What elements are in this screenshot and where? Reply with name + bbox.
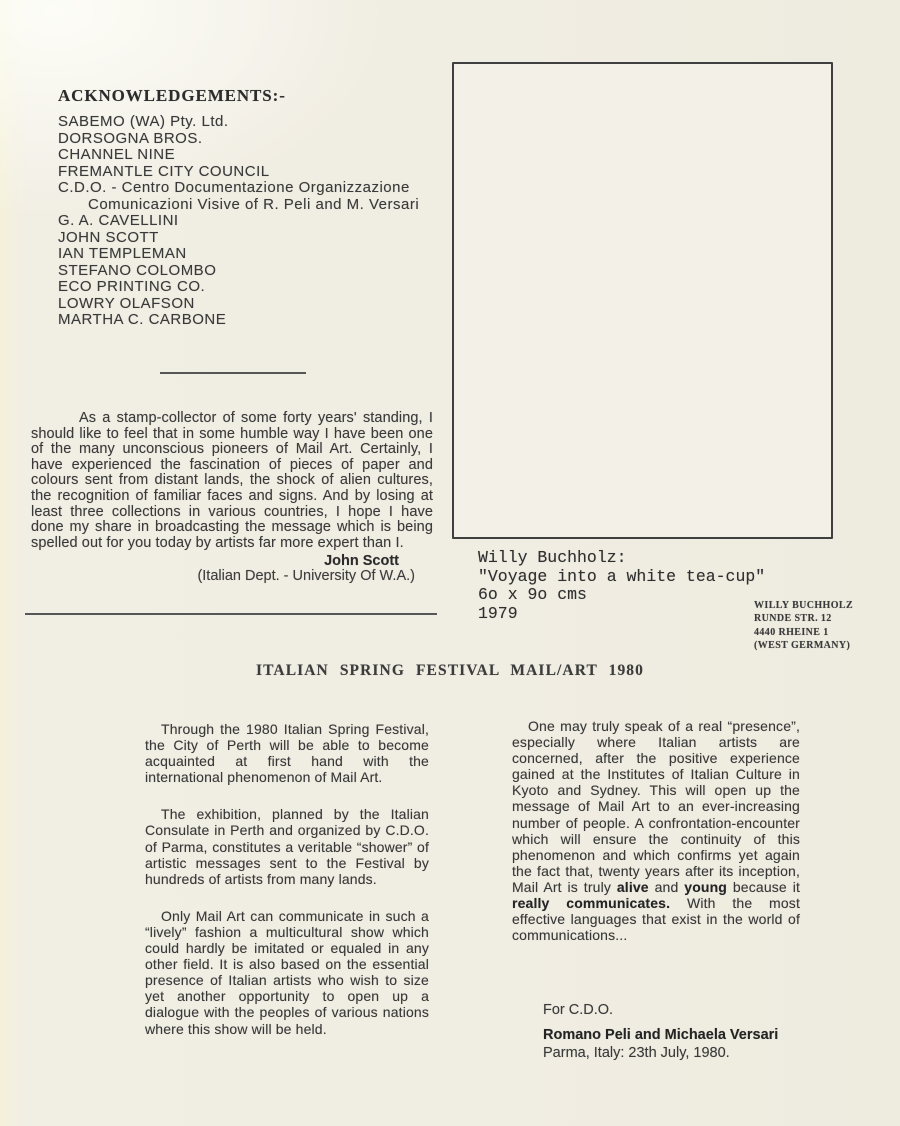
festival-left-column	[145, 721, 429, 1058]
acknowledgements-heading: ACKNOWLEDGEMENTS:-	[58, 86, 286, 105]
closing-signature-block	[543, 1002, 778, 1062]
caption-artist-line: Willy Buchholz:	[478, 548, 627, 567]
page-title: ITALIAN SPRING FESTIVAL MAIL/ART 1980	[255, 662, 644, 679]
acknowledgement-item: CHANNEL NINE	[58, 146, 176, 163]
festival-paragraph: The exhibition, planned by the Italian Consulate in Perth and organized by C.D.O. of Parma, constitutes a veritable “shower” of artistic messages sent to the Festival by hundreds of artists from many lands.	[145, 806, 429, 887]
caption-size-line: 6o x 9o cms	[478, 585, 587, 604]
address-country-line: (WEST GERMANY)	[754, 640, 851, 652]
acknowledgement-item: LOWRY OLAFSON	[58, 294, 195, 312]
paragraph-segment-bold: young	[684, 878, 728, 895]
paragraph-segment-bold: alive	[616, 878, 649, 895]
acknowledgement-item-continuation: Comunicazioni Visive of R. Peli and M. Versari	[88, 195, 420, 213]
divider-short	[160, 372, 306, 374]
artwork-frame	[452, 62, 833, 539]
acknowledgement-item: ECO PRINTING CO.	[58, 278, 206, 295]
artist-address	[754, 599, 853, 653]
collector-note-affiliation: (Italian Dept. - University Of W.A.)	[197, 568, 415, 585]
artwork-caption	[478, 549, 765, 623]
paragraph-segment: because it	[727, 878, 800, 895]
acknowledgement-item: JOHN SCOTT	[58, 228, 159, 246]
acknowledgement-item: C.D.O. - Centro Documentazione Organizzazione	[58, 179, 410, 196]
acknowledgement-item: SABEMO (WA) Pty. Ltd.	[58, 113, 229, 130]
festival-paragraph	[512, 718, 800, 943]
address-city-line: 4440 RHEINE 1	[754, 626, 829, 638]
festival-paragraph: Only Mail Art can communicate in such a “lively” fashion a multicultural show which could hardly be imitated or equaled in any other field. It is also based on the essential presence of Italian artists who wish to size yet another opportunity to open up a dialogue with the peoples of various nations where this show will be held.	[145, 907, 429, 1037]
closing-for-line: For C.D.O.	[543, 1002, 614, 1018]
acknowledgement-item: STEFANO COLOMBO	[58, 261, 217, 279]
festival-paragraph: Through the 1980 Italian Spring Festival, the City of Perth will be able to become acquainted at first hand with the international phenomenon of Mail Art.	[145, 721, 429, 786]
acknowledgement-item: MARTHA C. CARBONE	[58, 311, 227, 328]
closing-place-date: Parma, Italy: 23th July, 1980.	[543, 1045, 730, 1061]
acknowledgements-list	[58, 114, 438, 329]
acknowledgement-item: DORSOGNA BROS.	[58, 129, 203, 147]
paragraph-segment: and	[648, 878, 685, 895]
paragraph-segment: One may truly speak of a real “presence”, especially where Italian artists are concerned, after the positive experience gained at the Institutes of Italian Culture in Kyoto and Sydney. This will open up the message of Mail Art to an ever-increasing number of people. A confrontation-encounter which will ensure the continuity of this phenomenon and which confirms yet again the fact that, twenty years after its inception, Mail Art is truly	[512, 718, 800, 895]
address-street-line: RUNDE STR. 12	[754, 613, 832, 625]
caption-title-line: "Voyage into a white tea-cup"	[478, 566, 766, 586]
acknowledgement-item: G. A. CAVELLINI	[58, 212, 179, 229]
collector-note-signature: John Scott	[324, 553, 399, 570]
divider-long	[25, 613, 437, 615]
address-name-line: WILLY BUCHHOLZ	[754, 600, 854, 611]
paragraph-segment-bold: really communicates.	[512, 895, 671, 912]
collector-note-body: As a stamp-collector of some forty years' standing, I should like to feel that in some humble way I have been one of the many unconscious pioneers of Mail Art. Certainly, I have experienced the fascination of pieces of paper and colours sent from distant lands, the shock of alien cultures, the recognition of familiar faces and signs. And by losing at least three collections in various countries, I hope I have done my share in broadcasting the message which is being spelled out for you today by artists far more expert than I.	[31, 410, 433, 551]
acknowledgement-item: FREMANTLE CITY COUNCIL	[58, 162, 270, 180]
collector-note-section	[31, 411, 433, 584]
festival-right-column	[512, 718, 800, 964]
caption-year-line: 1979	[478, 603, 518, 623]
acknowledgements-section	[58, 86, 438, 329]
paragraph-segment: With the most effective languages that exist in the world of communications...	[512, 895, 800, 944]
acknowledgement-item: IAN TEMPLEMAN	[58, 245, 187, 262]
closing-names: Romano Peli and Michaela Versari	[543, 1027, 779, 1043]
